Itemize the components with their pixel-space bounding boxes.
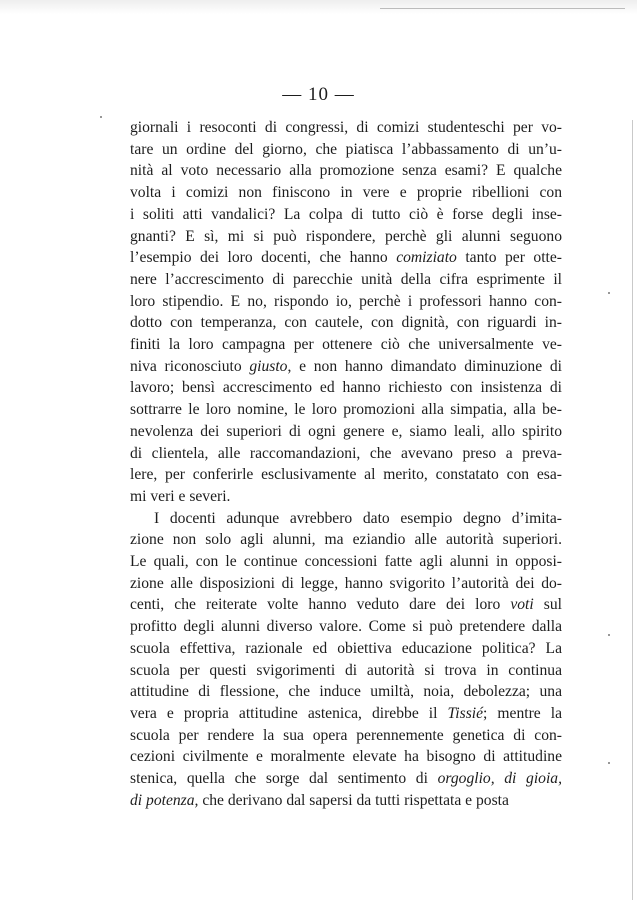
italic-segment: Tissié (447, 704, 484, 722)
italic-segment: giusto (249, 357, 288, 375)
text-segment: zione alle disposizioni di legge, hanno svigorito l’autorità dei do- (130, 574, 562, 592)
text-segment: mi veri e severi. (130, 487, 231, 505)
text-line (130, 421, 562, 443)
text-line (130, 594, 562, 616)
page-edge-line (632, 120, 633, 900)
text-segment: sottrarre le loro nomine, le loro promozioni alla simpatia, alla be- (130, 401, 562, 419)
page-number: — 10 — (282, 84, 355, 105)
text-line (130, 247, 562, 269)
text-line (130, 160, 562, 182)
text-line (130, 529, 562, 551)
text-segment: vera e propria attitudine astenica, direbbe il (130, 704, 448, 722)
text-segment: giornali i resoconti di congressi, di comizi studenteschi per vo- (130, 119, 562, 136)
text-segment: dotto con temperanza, con cautele, con dignità, con riguardi in- (130, 314, 562, 332)
text-line (130, 573, 562, 595)
text-segment: ; mentre la (483, 704, 562, 722)
scan-speck (608, 634, 610, 636)
text-line (130, 377, 562, 399)
text-line (130, 725, 562, 747)
text-line (130, 443, 562, 465)
text-segment: nere l’accrescimento di parecchie unità della cifra esprimente il (130, 270, 562, 288)
italic-segment: orgoglio, di gioia, (437, 770, 562, 788)
text-line (130, 356, 562, 378)
text-line (130, 486, 562, 508)
scan-top-shadow (0, 0, 637, 14)
text-segment: cezioni civilmente e moralmente elevate ha bisogno di attitudine (130, 748, 562, 766)
text-line (130, 182, 562, 204)
text-segment: lavoro; bensì accrescimento ed hanno richiesto con insistenza di (130, 379, 562, 397)
scan-speck (100, 116, 102, 118)
text-line (130, 334, 562, 356)
text-line (130, 464, 562, 486)
text-line (130, 269, 562, 291)
text-segment: nità al voto necessario alla promozione senza esami? E qualche (130, 162, 562, 180)
text-line (130, 790, 562, 812)
text-line (130, 226, 562, 248)
text-line (130, 768, 562, 790)
text-segment: tanto per otte- (456, 249, 562, 267)
text-line (130, 117, 562, 139)
text-line (130, 139, 562, 161)
italic-segment: voti (510, 596, 534, 614)
text-segment: zione non solo agli alunni, ma eziandio alle autorità superiori. (130, 531, 562, 549)
italic-segment: di potenza, (130, 791, 199, 809)
text-line (130, 616, 562, 638)
text-line (130, 312, 562, 334)
text-segment: gnanti? E sì, mi si può rispondere, perchè gli alunni seguono (130, 227, 562, 245)
text-segment: scuola per rendere la sua opera perennemente genetica di con- (130, 726, 562, 744)
text-line (130, 681, 562, 703)
text-segment: l’esempio dei loro docenti, che hanno (130, 249, 397, 267)
text-segment: Le quali, con le continue concessioni fatte agli alunni in opposi- (130, 553, 562, 571)
text-segment: niva riconosciuto (130, 357, 250, 375)
text-segment: stenica, quella che sorge dal sentimento di (130, 770, 438, 788)
text-line (130, 508, 562, 530)
text-line (130, 703, 562, 725)
text-line (130, 204, 562, 226)
text-segment: sul (533, 596, 562, 614)
text-segment: tare un ordine del giorno, che piatisca l’abbassamento di un’u- (130, 140, 562, 158)
scan-speck (608, 762, 610, 764)
text-line (130, 660, 562, 682)
text-segment: scuola effettiva, razionale ed obiettiva educazione politica? La (130, 639, 562, 657)
text-segment: nevolenza dei superiori di ogni genere e, siamo leali, allo spirito (130, 422, 562, 440)
italic-segment: comiziato (396, 249, 457, 267)
text-segment: di clientela, alle raccomandazioni, che avevano preso a preva- (130, 444, 562, 462)
text-line (130, 291, 562, 313)
text-segment: che derivano dal sapersi da tutti rispettata e posta (198, 791, 509, 809)
text-line (130, 638, 562, 660)
text-segment: I docenti adunque avrebbero dato esempio degno d’imita- (154, 509, 562, 527)
text-segment: loro stipendio. E no, rispondo io, perchè i professori hanno con- (130, 292, 562, 310)
scan-speck (608, 292, 610, 294)
text-segment: centi, che reiterate volte hanno veduto dare dei loro (130, 596, 511, 614)
text-segment: attitudine di flessione, che induce umiltà, noia, debolezza; una (130, 683, 562, 701)
text-segment: profitto degli alunni diverso valore. Come si può pretendere dalla (130, 618, 562, 636)
text-segment: i soliti atti vandalici? La colpa di tutto ciò è forse degli inse- (130, 205, 562, 223)
text-segment: volta i comizi non finiscono in vere e proprie ribellioni con (130, 184, 562, 202)
text-line (130, 399, 562, 421)
text-segment: lere, per conferirle esclusivamente al merito, constatato con esa- (130, 466, 562, 484)
body-text (130, 117, 562, 812)
text-segment: finiti la loro campagna per ottenere ciò che universalmente ve- (130, 336, 562, 354)
text-segment: , e non hanno dimandato diminuzione di (287, 357, 562, 375)
text-line (130, 551, 562, 573)
text-segment: scuola per questi svigorimenti di autorità si trova in continua (130, 661, 562, 679)
text-line (130, 746, 562, 768)
scan-top-rule (380, 8, 625, 9)
